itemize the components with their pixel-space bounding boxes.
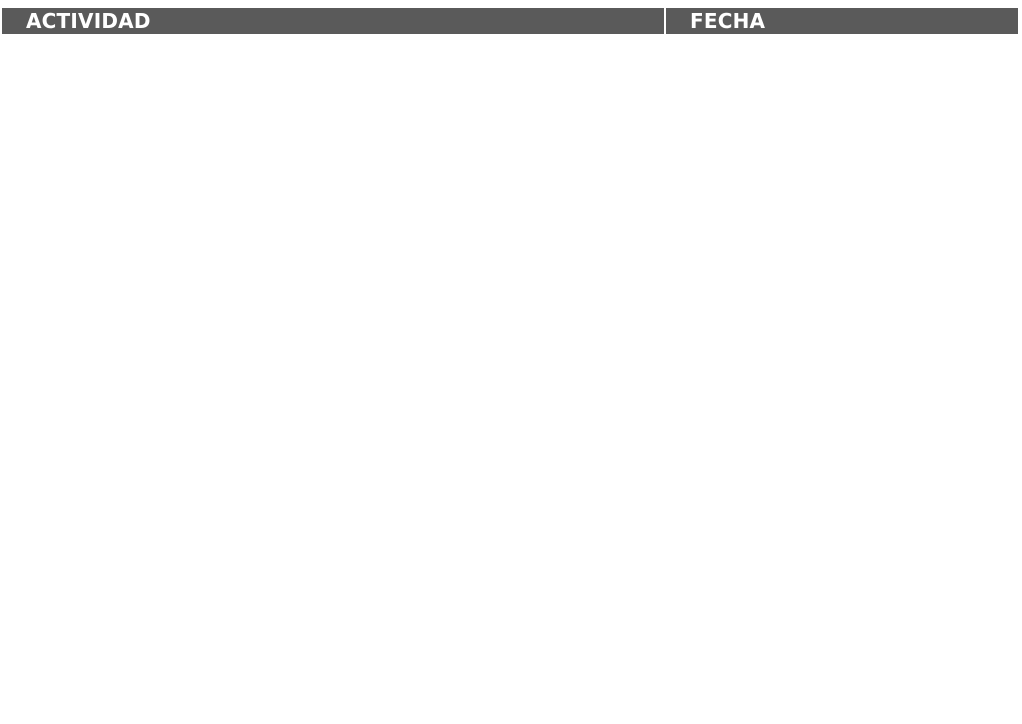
table-header-row [2, 8, 1018, 34]
column-header-actividad: ACTIVIDAD [2, 8, 664, 34]
column-header-fecha: FECHA [666, 8, 1018, 34]
table-body [2, 34, 1018, 714]
